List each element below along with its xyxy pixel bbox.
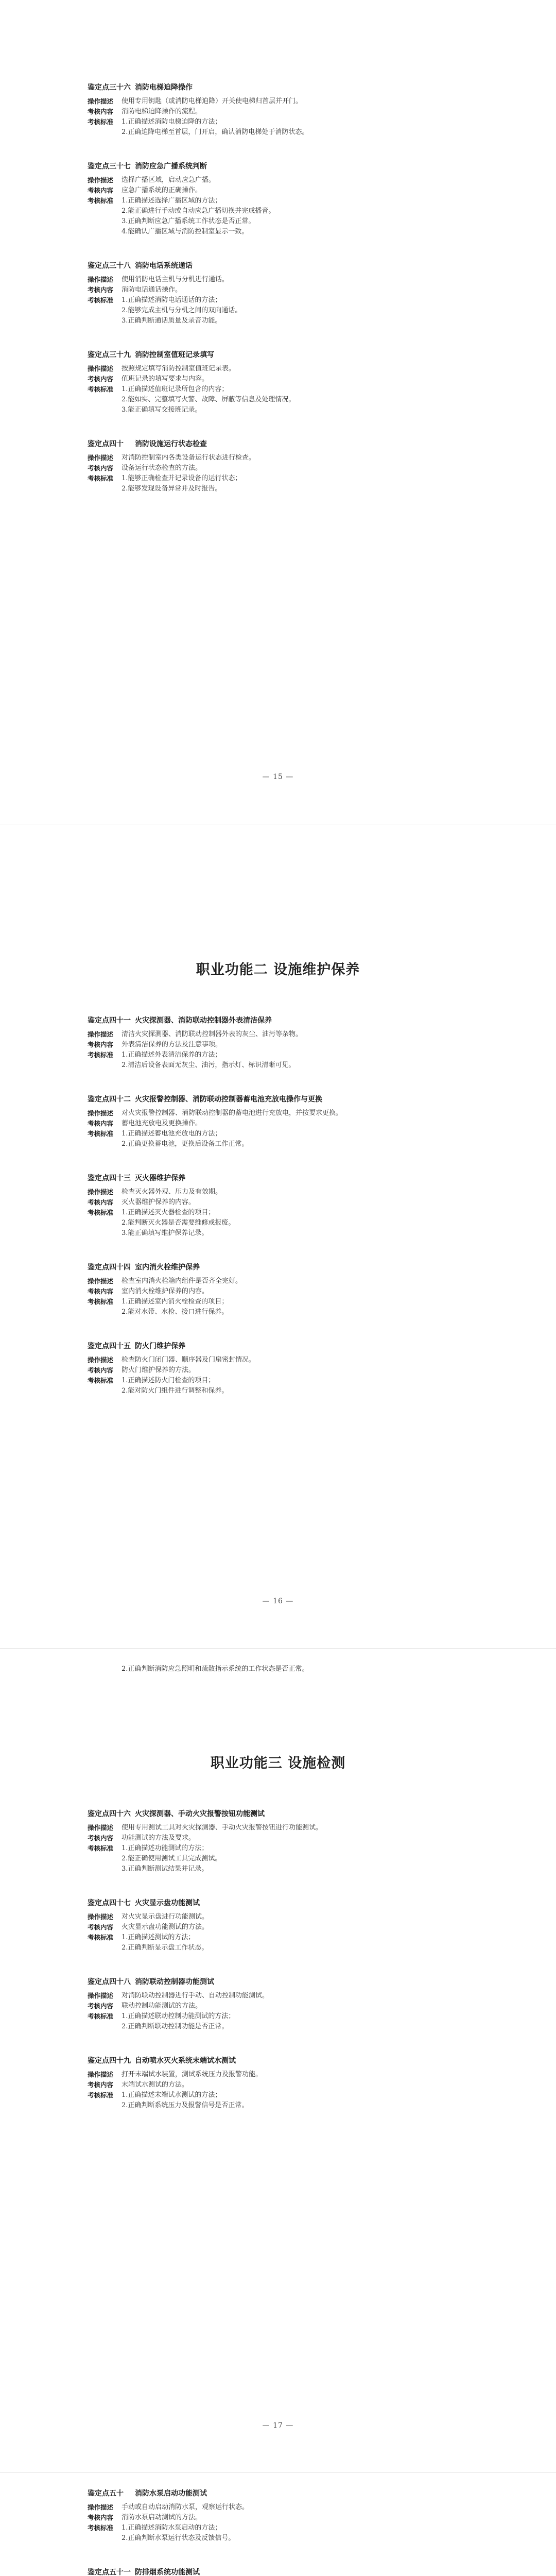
- item-row: [88, 2513, 468, 2523]
- row-label: 考核标准: [88, 118, 114, 126]
- item-heading: [88, 1898, 468, 1908]
- item-heading: [88, 1262, 468, 1273]
- item-code: 鉴定点四十九: [88, 2057, 131, 2065]
- standard-line: 2.能正确使用测试工具完成测试。: [121, 1855, 222, 1862]
- row-label: 考核标准: [88, 2524, 114, 2532]
- item-heading: [88, 350, 468, 360]
- page-number: — 17 —: [262, 2421, 294, 2430]
- item-title: 防排烟系统功能测试: [135, 2568, 200, 2576]
- item-row: [88, 2070, 468, 2080]
- item-row: [88, 384, 468, 395]
- item-row: [88, 2523, 468, 2533]
- item-row: [88, 1187, 468, 1197]
- item-row: [88, 185, 468, 196]
- row-value: 检查室内消火栓箱内组件是否齐全完好。: [121, 1277, 242, 1285]
- item-row: [88, 2001, 468, 2011]
- page-1: [0, 0, 556, 824]
- standard-line: 2.正确判断系统压力及报警信号是否正常。: [121, 2102, 249, 2109]
- row-value: 对火灾报警控制器、消防联动控制器的蓄电池进行充放电，并按要求更换。: [121, 1109, 343, 1117]
- row-label: 操作描述: [88, 97, 114, 105]
- standard-line: 2.正确判断显示盘工作状态。: [121, 1944, 208, 1952]
- row-value: 1.正确描述防火门检查的项目；: [121, 1377, 215, 1384]
- row-label: 操作描述: [88, 2503, 114, 2511]
- standard-line: 3.能正确填写维护保养记录。: [121, 1229, 208, 1237]
- row-label: 操作描述: [88, 1277, 114, 1285]
- item-row: [88, 1933, 468, 1943]
- standard-line: 3.正确判断通话质量及录音功能。: [121, 317, 222, 325]
- row-label: 考核标准: [88, 385, 114, 393]
- row-value: 1.正确描述蓄电池充放电的方法；: [121, 1130, 222, 1138]
- item-row: [88, 1276, 468, 1286]
- assessment-item: [88, 1341, 468, 1396]
- item-heading: [88, 1809, 468, 1819]
- row-label: 操作描述: [88, 1356, 114, 1364]
- row-value: 使用专用钥匙（或消防电梯迫降）开关使电梯归首层并开门。: [121, 97, 303, 105]
- item-row: [88, 1197, 468, 1208]
- item-code: 鉴定点三十九: [88, 351, 131, 359]
- item-code: 鉴定点四十五: [88, 1342, 131, 1350]
- item-row: [88, 1108, 468, 1118]
- row-label: 操作描述: [88, 1030, 114, 1038]
- row-value: 对消防控制室内各类设备运行状态进行检查。: [121, 454, 256, 462]
- row-value: 1.正确描述外表清洁保养的方法；: [121, 1051, 222, 1059]
- row-label: 考核标准: [88, 474, 114, 482]
- row-label: 考核内容: [88, 286, 114, 294]
- item-row: [88, 117, 468, 127]
- item-row: [88, 1029, 468, 1040]
- row-value: 打开末端试水装置，测试系统压力及报警功能。: [121, 2071, 263, 2078]
- row-value: 应急广播系统的正确操作。: [121, 187, 202, 194]
- item-title: 消防应急广播系统判断: [135, 162, 207, 171]
- item-row: [88, 1208, 468, 1218]
- standard-line: 2.正确更换蓄电池，更换后设备工作正常。: [121, 1140, 249, 1148]
- item-heading: [88, 261, 468, 271]
- item-code: 鉴定点三十七: [88, 162, 131, 171]
- standard-line: 2.清洁后设备表面无灰尘、油污，指示灯、标识清晰可见。: [121, 1061, 296, 1069]
- item-row: [88, 374, 468, 384]
- row-value: 1.正确描述选择广播区域的方法；: [121, 197, 222, 205]
- row-label: 考核内容: [88, 2514, 114, 2521]
- row-value: 1.正确描述室内消火栓检查的项目；: [121, 1298, 229, 1306]
- assessment-item: [88, 1262, 468, 1317]
- item-title: 火灾显示盘功能测试: [135, 1899, 200, 1907]
- standard-line: 2.能正确进行手动或自动应急广播切换并完成播音。: [121, 207, 275, 215]
- row-label: 考核标准: [88, 296, 114, 304]
- item-row: [88, 1365, 468, 1376]
- item-row: [88, 96, 468, 107]
- item-row: [88, 107, 468, 117]
- row-label: 考核内容: [88, 1198, 114, 1206]
- item-row: [88, 1376, 468, 1386]
- row-label: 考核内容: [88, 1287, 114, 1295]
- assessment-item: [88, 2056, 468, 2111]
- row-value: 选择广播区域，启动应急广播。: [121, 176, 216, 184]
- item-title: 消防水泵启动功能测试: [135, 2489, 207, 2498]
- item-heading: [88, 1094, 468, 1105]
- item-code: 鉴定点四十一: [88, 1016, 131, 1025]
- assessment-item: [88, 1977, 468, 2032]
- row-value: 外表清洁保养的方法及注意事项。: [121, 1041, 222, 1048]
- row-value: 1.正确描述灭火器检查的项目；: [121, 1209, 215, 1216]
- item-code: 鉴定点四十八: [88, 1978, 131, 1986]
- standard-line: 2.能判断灭火器是否需要维修或报废。: [121, 1219, 235, 1227]
- item-code: 鉴定点四十七: [88, 1899, 131, 1907]
- row-value: 1.正确描述功能测试的方法；: [121, 1844, 208, 1852]
- item-row: [88, 1922, 468, 1933]
- assessment-item: [88, 1809, 468, 1874]
- carryover-line: 2.正确判断消防应急照明和疏散指示系统的工作状态是否正常。: [121, 1665, 309, 1673]
- item-row: [88, 1050, 468, 1060]
- item-row: [88, 285, 468, 295]
- standard-line: 2.正确判断联动控制功能是否正常。: [121, 2023, 229, 2030]
- item-row: [88, 1129, 468, 1139]
- standard-line: 2.能够完成主机与分机之间的双向通话。: [121, 307, 242, 314]
- item-heading: [88, 1173, 468, 1183]
- item-row: [88, 1843, 468, 1854]
- assessment-item: [88, 261, 468, 326]
- item-code: 鉴定点五十: [88, 2489, 124, 2498]
- item-code: 鉴定点四十二: [88, 1095, 131, 1104]
- item-heading: [88, 2488, 468, 2499]
- standard-line: 2.能对防火门组件进行调整和保养。: [121, 1387, 229, 1395]
- item-title: 火灾探测器、手动火灾报警按钮功能测试: [135, 1810, 265, 1818]
- row-label: 考核标准: [88, 1844, 114, 1852]
- row-label: 考核标准: [88, 1934, 114, 1941]
- row-label: 考核标准: [88, 1209, 114, 1216]
- row-label: 操作描述: [88, 1913, 114, 1921]
- item-heading: [88, 1015, 468, 1026]
- row-value: 清洁火灾探测器、消防联动控制器外表的灰尘、油污等杂物。: [121, 1030, 303, 1038]
- item-title: 消防电话系统通话: [135, 262, 193, 270]
- row-value: 联动控制功能测试的方法。: [121, 2002, 202, 2010]
- assessment-item: [88, 1094, 468, 1149]
- item-title: 室内消火栓维护保养: [135, 1263, 200, 1272]
- row-value: 蓄电池充放电及更换操作。: [121, 1120, 202, 1127]
- row-value: 1.正确描述消防电梯迫降的方法；: [121, 118, 222, 126]
- row-label: 操作描述: [88, 1109, 114, 1117]
- row-value: 消防水泵启动测试的方法。: [121, 2514, 202, 2521]
- item-title: 防火门维护保养: [135, 1342, 185, 1350]
- standard-line: 3.正确判断应急广播系统工作状态是否正常。: [121, 217, 255, 225]
- row-value: 1.正确描述联动控制功能测试的方法；: [121, 2012, 235, 2020]
- item-heading: [88, 82, 468, 93]
- row-value: 对消防联动控制器进行手动、自动控制功能测试。: [121, 1992, 269, 1999]
- row-value: 1.能够正确检查并记录设备的运行状态；: [121, 474, 242, 482]
- row-label: 考核内容: [88, 187, 114, 194]
- row-label: 考核内容: [88, 1120, 114, 1127]
- item-heading: [88, 2567, 468, 2576]
- item-code: 鉴定点五十一: [88, 2568, 131, 2576]
- item-row: [88, 473, 468, 484]
- row-value: 使用消防电话主机与分机进行通话。: [121, 276, 229, 283]
- item-row: [88, 1286, 468, 1297]
- item-row: [88, 2090, 468, 2100]
- row-label: 考核标准: [88, 1377, 114, 1384]
- assessment-item: [88, 161, 468, 237]
- row-value: 末端试水测试的方法。: [121, 2081, 189, 2089]
- item-code: 鉴定点三十六: [88, 83, 131, 92]
- item-row: [88, 295, 468, 306]
- assessment-item: [88, 350, 468, 415]
- assessment-item: [88, 1015, 468, 1071]
- row-label: 操作描述: [88, 1188, 114, 1196]
- row-label: 考核内容: [88, 1366, 114, 1374]
- page-3: [0, 1649, 556, 2473]
- row-value: 1.正确描述测试的方法；: [121, 1934, 195, 1941]
- row-label: 考核内容: [88, 1041, 114, 1048]
- row-label: 考核标准: [88, 1051, 114, 1059]
- item-row: [88, 196, 468, 206]
- standard-line: 2.能如实、完整填写火警、故障、屏蔽等信息及处理情况。: [121, 396, 296, 403]
- row-value: 手动或自动启动消防水泵，观察运行状态。: [121, 2503, 249, 2511]
- row-label: 操作描述: [88, 176, 114, 184]
- item-heading: [88, 1341, 468, 1351]
- row-label: 考核标准: [88, 2012, 114, 2020]
- row-label: 考核内容: [88, 108, 114, 115]
- chapter-title: 职业功能二 设施维护保养: [196, 962, 360, 978]
- row-label: 操作描述: [88, 1992, 114, 1999]
- assessment-item: [88, 2488, 468, 2544]
- page-4: [0, 2473, 556, 2576]
- item-code: 鉴定点四十三: [88, 1174, 131, 1182]
- item-row: [88, 1118, 468, 1129]
- row-label: 考核内容: [88, 464, 114, 472]
- row-label: 考核标准: [88, 197, 114, 205]
- row-value: 功能测试的方法及要求。: [121, 1834, 196, 1842]
- row-label: 考核内容: [88, 1923, 114, 1931]
- item-heading: [88, 439, 468, 449]
- item-title: 消防电梯迫降操作: [135, 83, 193, 92]
- assessment-item: [88, 1173, 468, 1239]
- row-value: 1.正确描述末端试水测试的方法；: [121, 2091, 222, 2099]
- assessment-item: [88, 2567, 468, 2576]
- item-code: 鉴定点三十八: [88, 262, 131, 270]
- item-row: [88, 453, 468, 463]
- row-value: 对火灾显示盘进行功能测试。: [121, 1913, 209, 1921]
- standard-line: 4.能确认广播区域与消防控制室显示一致。: [121, 228, 249, 235]
- item-code: 鉴定点四十六: [88, 1810, 131, 1818]
- row-label: 操作描述: [88, 276, 114, 283]
- item-row: [88, 1991, 468, 2001]
- item-row: [88, 1297, 468, 1307]
- item-title: 消防设施运行状态检查: [135, 440, 207, 448]
- item-row: [88, 2080, 468, 2090]
- item-title: 消防联动控制器功能测试: [135, 1978, 214, 1986]
- row-label: 考核标准: [88, 1298, 114, 1306]
- row-value: 消防电梯迫降操作的流程。: [121, 108, 202, 115]
- row-value: 灭火器维护保养的内容。: [121, 1198, 196, 1206]
- item-row: [88, 2011, 468, 2022]
- page-number: — 16 —: [262, 1597, 294, 1605]
- assessment-item: [88, 82, 468, 138]
- item-title: 消防控制室值班记录填写: [135, 351, 214, 359]
- item-title: 火灾报警控制器、消防联动控制器蓄电池充放电操作与更换: [135, 1095, 322, 1104]
- page-number: — 15 —: [262, 773, 294, 781]
- row-label: 考核标准: [88, 2091, 114, 2099]
- item-title: 火灾探测器、消防联动控制器外表清洁保养: [135, 1016, 272, 1025]
- standard-line: 2.正确判断水泵运行状态及反馈信号。: [121, 2534, 235, 2542]
- item-row: [88, 463, 468, 473]
- row-label: 操作描述: [88, 2071, 114, 2078]
- item-heading: [88, 161, 468, 172]
- chapter-title: 职业功能三 设施检测: [210, 1755, 346, 1771]
- row-label: 考核内容: [88, 1834, 114, 1842]
- row-label: 考核内容: [88, 2002, 114, 2010]
- item-row: [88, 2502, 468, 2513]
- row-value: 火灾显示盘功能测试的方法。: [121, 1923, 209, 1931]
- row-value: 消防电话通话操作。: [121, 286, 182, 294]
- item-title: 灭火器维护保养: [135, 1174, 185, 1182]
- item-row: [88, 1833, 468, 1843]
- standard-line: 3.正确判断测试结果并记录。: [121, 1865, 208, 1873]
- standard-line: 2.能够发现设备异常并及时报告。: [121, 485, 222, 493]
- item-code: 鉴定点四十: [88, 440, 124, 448]
- item-row: [88, 1823, 468, 1833]
- row-value: 值班记录的填写要求与内容。: [121, 375, 209, 383]
- row-label: 操作描述: [88, 1824, 114, 1832]
- row-value: 检查灭火器外观、压力及有效期。: [121, 1188, 222, 1196]
- row-label: 操作描述: [88, 365, 114, 372]
- item-row: [88, 1040, 468, 1050]
- row-value: 设备运行状态检查的方法。: [121, 464, 202, 472]
- standard-line: 3.能正确填写交接班记录。: [121, 406, 202, 414]
- row-label: 考核标准: [88, 1130, 114, 1138]
- row-value: 使用专用测试工具对火灾探测器、手动火灾报警按钮进行功能测试。: [121, 1824, 323, 1832]
- item-row: [88, 175, 468, 185]
- row-label: 考核内容: [88, 2081, 114, 2089]
- assessment-item: [88, 439, 468, 494]
- item-title: 自动喷水灭火系统末端试水测试: [135, 2057, 236, 2065]
- row-value: 检查防火门闭门器、顺序器及门扇密封情况。: [121, 1356, 256, 1364]
- row-value: 按照规定填写消防控制室值班记录表。: [121, 365, 236, 372]
- assessment-item: [88, 1898, 468, 1953]
- item-heading: [88, 1977, 468, 1987]
- row-value: 1.正确描述消防水泵启动的方法；: [121, 2524, 222, 2532]
- item-row: [88, 1912, 468, 1922]
- row-value: 1.正确描述值班记录所包含的内容；: [121, 385, 229, 393]
- row-value: 室内消火栓维护保养的内容。: [121, 1287, 209, 1295]
- row-value: 1.正确描述消防电话通话的方法；: [121, 296, 222, 304]
- standard-line: 2.正确迫降电梯至首层，门开启，确认消防电梯处于消防状态。: [121, 128, 309, 136]
- item-row: [88, 275, 468, 285]
- page-2: [0, 824, 556, 1649]
- item-code: 鉴定点四十四: [88, 1263, 131, 1272]
- item-row: [88, 1355, 468, 1365]
- row-value: 防火门维护保养的方法。: [121, 1366, 196, 1374]
- item-row: [88, 364, 468, 374]
- standard-line: 2.能对水带、水枪、接口进行保养。: [121, 1308, 229, 1316]
- row-label: 考核内容: [88, 375, 114, 383]
- row-label: 操作描述: [88, 454, 114, 462]
- item-heading: [88, 2056, 468, 2066]
